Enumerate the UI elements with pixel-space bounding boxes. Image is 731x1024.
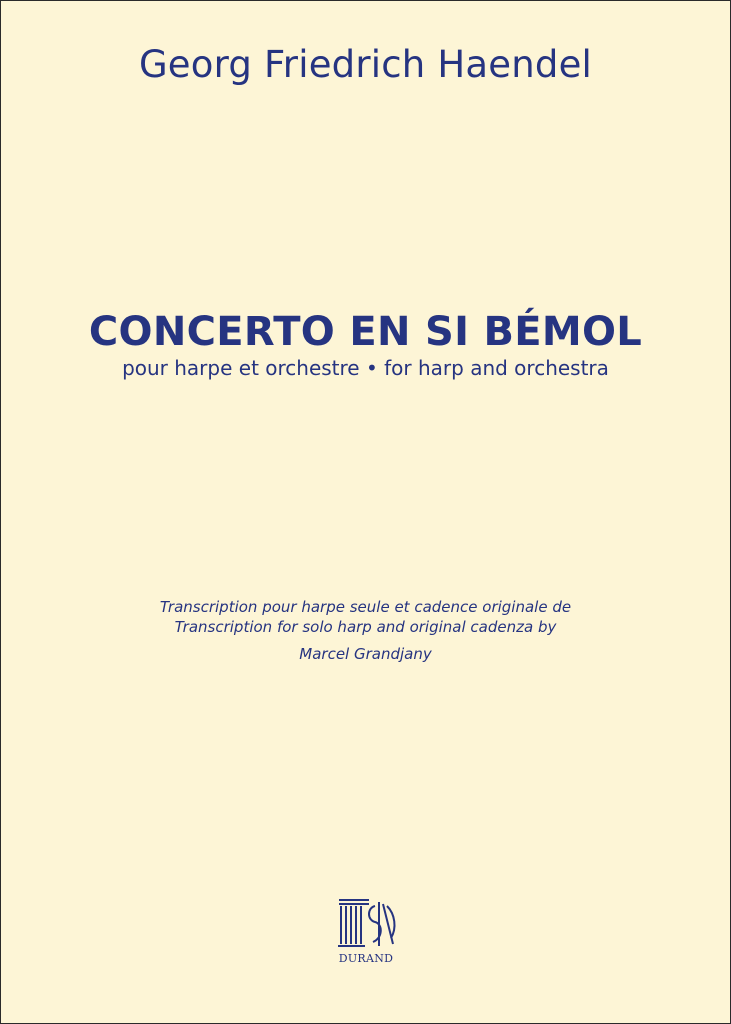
publisher-logo	[331, 894, 401, 974]
work-subtitle: pour harpe et orchestre • for harp and orchestra	[122, 356, 609, 380]
arranger-name: Marcel Grandjany	[299, 645, 432, 663]
composer-name: Georg Friedrich Haendel	[138, 43, 593, 86]
durand-logo-icon	[331, 894, 401, 952]
credit-line-french: Transcription pour harpe seule et cadence originale de	[159, 598, 572, 616]
credit-line-english: Transcription for solo harp and original cadenza by	[174, 618, 557, 636]
work-title: CONCERTO EN SI BÉMOL	[88, 309, 643, 355]
publisher-name: DURAND	[338, 952, 394, 965]
transcription-credits	[1, 597, 730, 664]
